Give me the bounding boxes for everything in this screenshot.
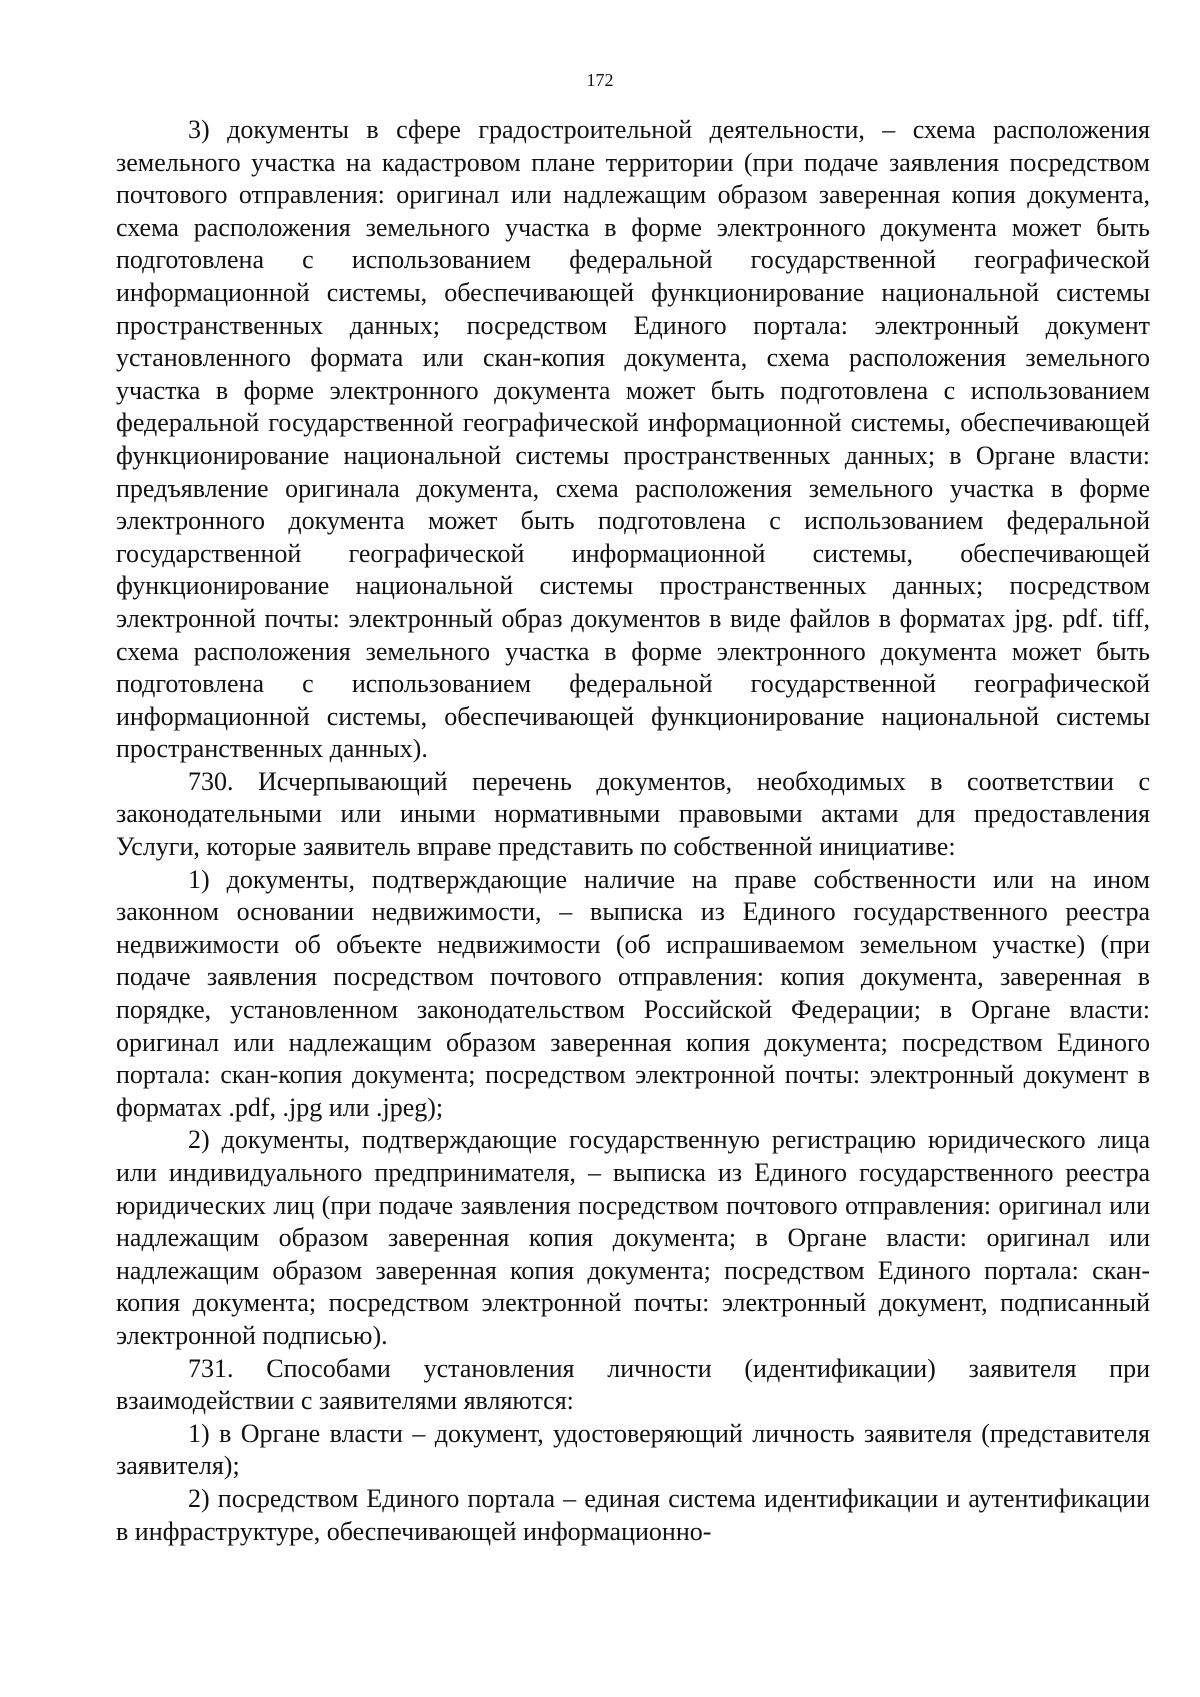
paragraph-item-1-property-rights: 1) документы, подтверждающие наличие на праве собственности или на ином законном основании недвижимости, – выписка из Единого государственного реестра недвижимости об объекте недвижимости (об испрашиваемом земельном участке) (при подаче заявления посредством почтового отправления: копия документа, заверенная в порядке, установленном законодательством Российской Федерации; в Органе власти: оригинал или надлежащим образом заверенная копия документа; посредством Единого портала: скан-копия документа; посредством электронной почты: электронный документ в форматах .pdf, .jpg или .jpeg);	[116, 864, 1150, 1122]
paragraph-item-3-urban-planning-docs: 3) документы в сфере градостроительной деятельности, – схема расположения земельного участка на кадастровом плане территории (при подаче заявления посредством почтового отправления: оригинал или надлежащим образом заверенная копия документа, схема расположения земельного участка в форме электронного документа может быть подготовлена с использованием федеральной государственной географической информационной системы, обеспечивающей функционирование национальной системы пространственных данных; посредством Единого портала: электронный документ установленного формата или скан-копия документа, схема расположения земельного участка в форме электронного документа может быть подготовлена с использованием федеральной государственной географической информационной системы, обеспечивающей функционирование национальной системы пространственных данных; в Органе власти: предъявление оригинала документа, схема расположения земельного участка в форме электронного документа может быть подготовлена с использованием федеральной государственной географической информационной системы, обеспечивающей функционирование национальной системы пространственных данных; посредством электронной почты: электронный образ документов в виде файлов в форматах jpg. pdf. tiff, схема расположения земельного участка в форме электронного документа может быть подготовлена с использованием федеральной государственной географической информационной системы, обеспечивающей функционирование национальной системы пространственных данных).	[116, 115, 1150, 764]
document-body	[116, 114, 1150, 1548]
paragraph-item-1-in-authority: 1) в Органе власти – документ, удостоверяющий личность заявителя (представителя заявителя);	[116, 1418, 1150, 1481]
paragraph-730-optional-documents: 730. Исчерпывающий перечень документов, необходимых в соответствии с законодательными или иными нормативными правовыми актами для предоставления Услуги, которые заявитель вправе представить по собственной инициативе:	[116, 766, 1150, 862]
paragraph-731-identification-methods: 731. Способами установления личности (идентификации) заявителя при взаимодействии с заявителями являются:	[116, 1353, 1150, 1416]
page-number: 172	[586, 70, 614, 90]
paragraph-item-2-via-portal: 2) посредством Единого портала – единая система идентификации и аутентификации в инфраструктуре, обеспечивающей информационно-	[116, 1483, 1150, 1546]
paragraph-item-2-legal-entity-registration: 2) документы, подтверждающие государственную регистрацию юридического лица или индивидуального предпринимателя, – выписка из Единого государственного реестра юридических лиц (при подаче заявления посредством почтового отправления: оригинал или надлежащим образом заверенная копия документа; в Органе власти: оригинал или надлежащим образом заверенная копия документа; посредством Единого портала: скан-копия документа; посредством электронной почты: электронный документ, подписанный электронной подписью).	[116, 1125, 1150, 1350]
